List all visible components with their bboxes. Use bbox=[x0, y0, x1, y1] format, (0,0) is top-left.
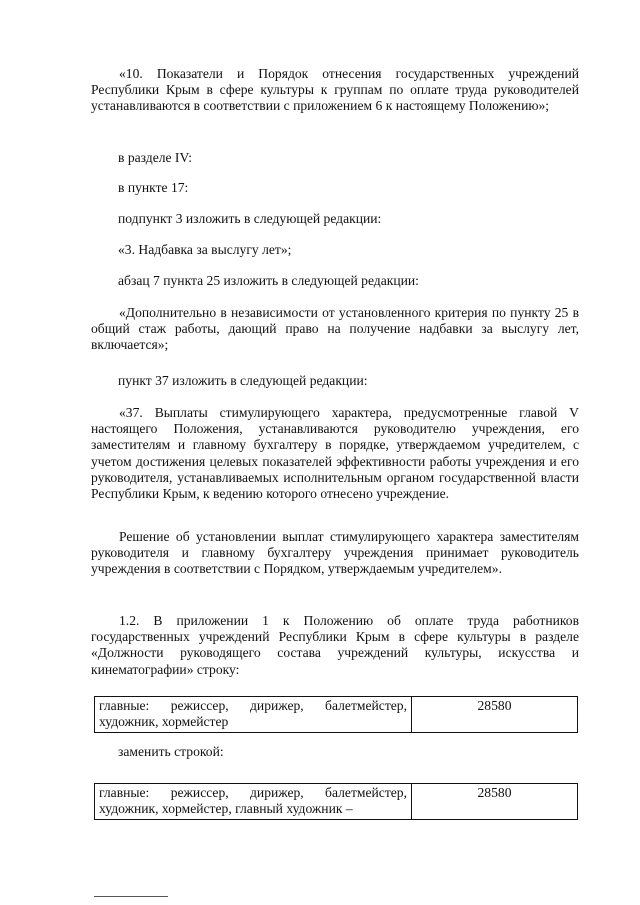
old-salary-row-table bbox=[94, 696, 578, 733]
paragraph-decision: Решение об установлении выплат стимулирующего характера заместителям руководителя и главному бухгалтеру учреждения принимает руководитель учреждения в соответствии с Порядком, утверждаемым учредителем». bbox=[91, 529, 579, 577]
footer-divider bbox=[94, 896, 168, 897]
position-name-cell: главные: режиссер, дирижер, балетмейстер, художник, хормейстер, главный художник – bbox=[95, 784, 412, 820]
new-salary-row-table bbox=[94, 783, 578, 820]
salary-value-cell: 28580 bbox=[412, 784, 578, 820]
paragraph-clause-25: абзац 7 пункта 25 изложить в следующей редакции: bbox=[118, 273, 419, 288]
paragraph-subpoint-3: подпункт 3 изложить в следующей редакции: bbox=[118, 211, 382, 226]
paragraph-section-iv: в разделе IV: bbox=[118, 150, 193, 165]
paragraph-item-1-2: 1.2. В приложении 1 к Положению об оплате труда работников государственных учреждений Республики Крым в сфере культуры в разделе «Должности руководящего состава учреждений культуры, искусства и кинематографии» строку: bbox=[91, 613, 579, 677]
paragraph-item-37: «37. Выплаты стимулирующего характера, предусмотренные главой V настоящего Положения, устанавливаются руководителю учреждения, его заместителям и главному бухгалтеру в порядке, утверждаемом учредителем, с учетом достижения целевых показателей эффективности работы учреждения и его руководителя, устанавливаемых исполнительным органом государственной власти Республики Крым, к ведению которого отнесено учреждение. bbox=[91, 405, 579, 502]
salary-value-cell: 28580 bbox=[412, 697, 578, 733]
paragraph-point-37: пункт 37 изложить в следующей редакции: bbox=[118, 373, 368, 388]
paragraph-seniority-bonus: «3. Надбавка за выслугу лет»; bbox=[118, 242, 292, 257]
paragraph-point-17: в пункте 17: bbox=[118, 180, 189, 195]
paragraph-additional-experience: «Дополнительно в независимости от установленного критерия по пункту 25 в общий стаж работы, дающий право на получение надбавки за выслугу лет, включается»; bbox=[91, 305, 579, 353]
table-row bbox=[95, 784, 578, 820]
position-name-cell: главные: режиссер, дирижер, балетмейстер, художник, хормейстер bbox=[95, 697, 412, 733]
paragraph-item-10: «10. Показатели и Порядок отнесения государственных учреждений Республики Крым в сфере культуры к группам по оплате труда руководителей устанавливаются в соответствии с приложением 6 к настоящему Положению»; bbox=[91, 66, 579, 114]
paragraph-replace-with: заменить строкой: bbox=[118, 744, 224, 759]
table-row bbox=[95, 697, 578, 733]
